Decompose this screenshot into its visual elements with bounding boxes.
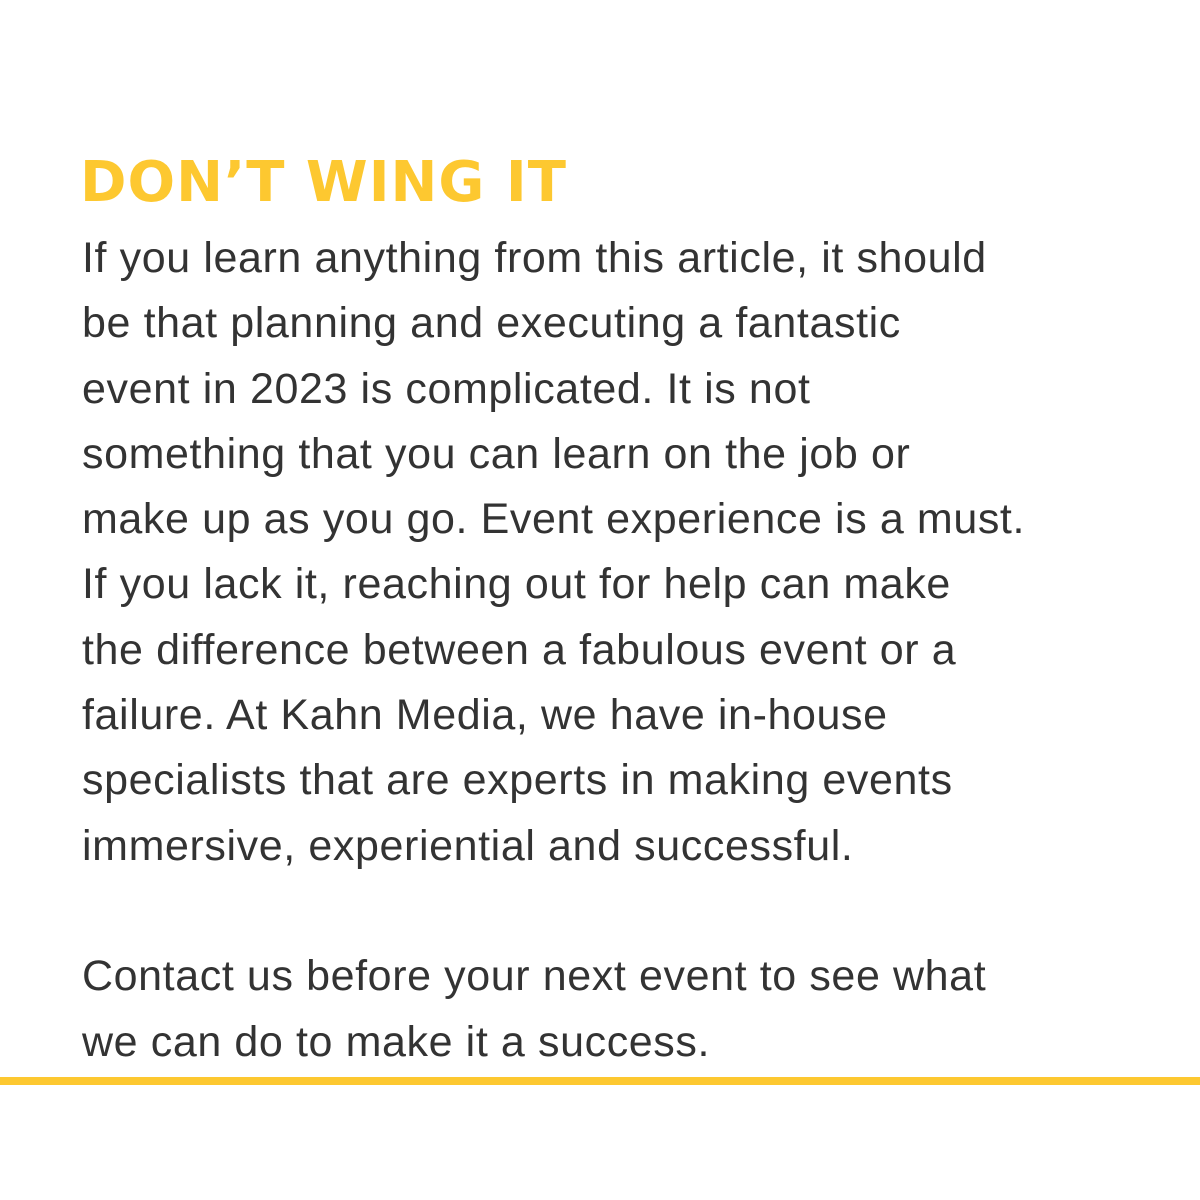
paragraph-intro: [82, 226, 1182, 879]
text-line: be that planning and executing a fantastic: [82, 299, 901, 348]
paragraph-contact: [82, 944, 1182, 1075]
accent-divider: [0, 1077, 1200, 1085]
text-line: something that you can learn on the job or: [82, 429, 911, 478]
text-line: event in 2023 is complicated. It is not: [82, 364, 811, 413]
text-line: If you lack it, reaching out for help can make: [82, 560, 951, 609]
heading: DON’T WING IT: [80, 150, 567, 215]
text-line: failure. At Kahn Media, we have in-house: [82, 691, 888, 740]
text-line: immersive, experiential and successful.: [82, 821, 854, 870]
text-line: Contact us before your next event to see what: [82, 952, 987, 1001]
text-line: the difference between a fabulous event or a: [82, 625, 957, 674]
text-line: make up as you go. Event experience is a must.: [82, 495, 1026, 544]
article-body: [82, 226, 1182, 1075]
text-line: specialists that are experts in making events: [82, 756, 953, 805]
text-line: If you learn anything from this article, it should: [82, 234, 987, 282]
text-line: we can do to make it a success.: [82, 1017, 711, 1066]
paragraph-spacer: [82, 879, 1182, 944]
